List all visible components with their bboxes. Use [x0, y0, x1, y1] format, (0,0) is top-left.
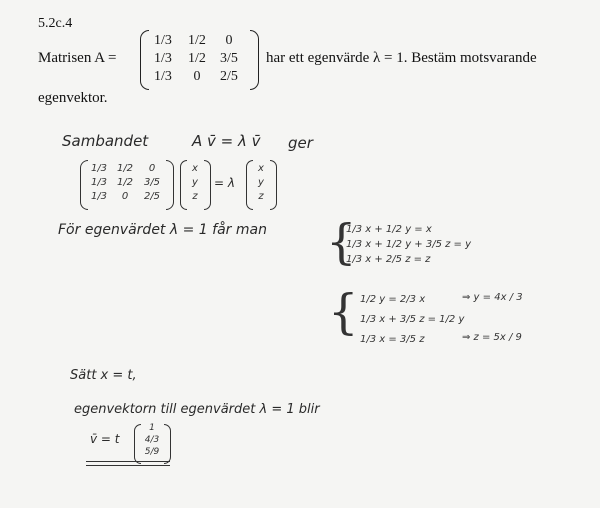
system2-eq: 1/3 x = 3/5 z: [360, 334, 425, 345]
problem-text-start: Matrisen A =: [38, 50, 117, 66]
matrix-cell: 1/2: [188, 51, 206, 66]
matrix-cell: 3/5: [220, 51, 238, 66]
vec-xyz-2: [252, 162, 270, 204]
relation-text: A v̄ = λ v̄: [192, 132, 261, 150]
hand-matrix-cell: 1/3: [90, 177, 108, 188]
ger-text: ger: [288, 134, 313, 152]
vec2-bracket-right: [270, 160, 277, 210]
problem-number: 5.2c.4: [38, 16, 73, 31]
hand-matrix-cell: 3/5: [143, 177, 161, 188]
hand-matrix-cell: 1/3: [90, 191, 108, 202]
matrix-A: [146, 32, 244, 86]
satt-text: Sätt x = t,: [70, 368, 137, 383]
system1-eq: 1/3 x + 1/2 y = x: [346, 224, 432, 235]
v-result-text: v̄ = t: [90, 432, 120, 446]
result-z: ⇒ z = 5x / 9: [462, 332, 522, 343]
problem-text-end: har ett egenvärde λ = 1. Bestäm motsvarande: [266, 50, 537, 66]
matrix-cell: 0: [193, 69, 201, 84]
hand-matrix-cell: 1/3: [90, 163, 108, 174]
system1-eq: 1/3 x + 1/2 y + 3/5 z = y: [346, 239, 472, 250]
vec-bracket-right: [204, 160, 211, 210]
sambandet-text: Sambandet: [62, 132, 149, 150]
matrix-cell: 1/3: [154, 51, 172, 66]
system2-eq: 1/3 x + 3/5 z = 1/2 y: [360, 314, 465, 325]
vec-entry: y: [258, 177, 264, 188]
hand-matrix-cell: 0: [148, 163, 156, 174]
vec-entry: y: [192, 177, 198, 188]
hand-matrix-bracket-right: [166, 160, 174, 210]
vec-entry: x: [192, 163, 198, 174]
matrix-cell: 0: [225, 33, 233, 48]
vec-xyz: [186, 162, 204, 204]
underline-1: [86, 461, 170, 462]
vres-bracket-right: [164, 424, 171, 464]
vres-entry: 4/3: [144, 435, 160, 445]
system1-eq: 1/3 x + 2/5 z = z: [346, 254, 431, 265]
system1-brace: {: [326, 214, 357, 270]
matrix-cell: 2/5: [220, 69, 238, 84]
vec-entry: z: [192, 191, 198, 202]
vres-entry: 5/9: [144, 447, 160, 457]
eigen-text: egenvektorn till egenvärdet λ = 1 blir: [74, 402, 320, 417]
problem-text-line2: egenvektor.: [38, 90, 108, 106]
matrix-bracket-right: [250, 30, 259, 90]
hand-matrix-cell: 2/5: [143, 191, 161, 202]
for-text: För egenvärdet λ = 1 får man: [58, 222, 267, 238]
vres-entry: 1: [149, 423, 155, 433]
hand-matrix-cell: 0: [121, 191, 129, 202]
matrix-cell: 1/2: [188, 33, 206, 48]
hand-matrix: [86, 162, 166, 204]
system2-eq: 1/2 y = 2/3 x: [360, 294, 426, 305]
v-result-vector: [140, 422, 164, 458]
hand-matrix-cell: 1/2: [116, 163, 134, 174]
system1: [346, 222, 471, 267]
result-y: ⇒ y = 4x / 3: [462, 292, 523, 303]
system2: [360, 290, 464, 350]
underline-2: [86, 465, 170, 466]
vec-entry: z: [258, 191, 264, 202]
system2-brace: {: [328, 284, 359, 340]
vec-entry: x: [258, 163, 264, 174]
matrix-cell: 1/3: [154, 33, 172, 48]
matrix-cell: 1/3: [154, 69, 172, 84]
eq-lambda: = λ: [214, 176, 235, 190]
hand-matrix-cell: 1/2: [116, 177, 134, 188]
